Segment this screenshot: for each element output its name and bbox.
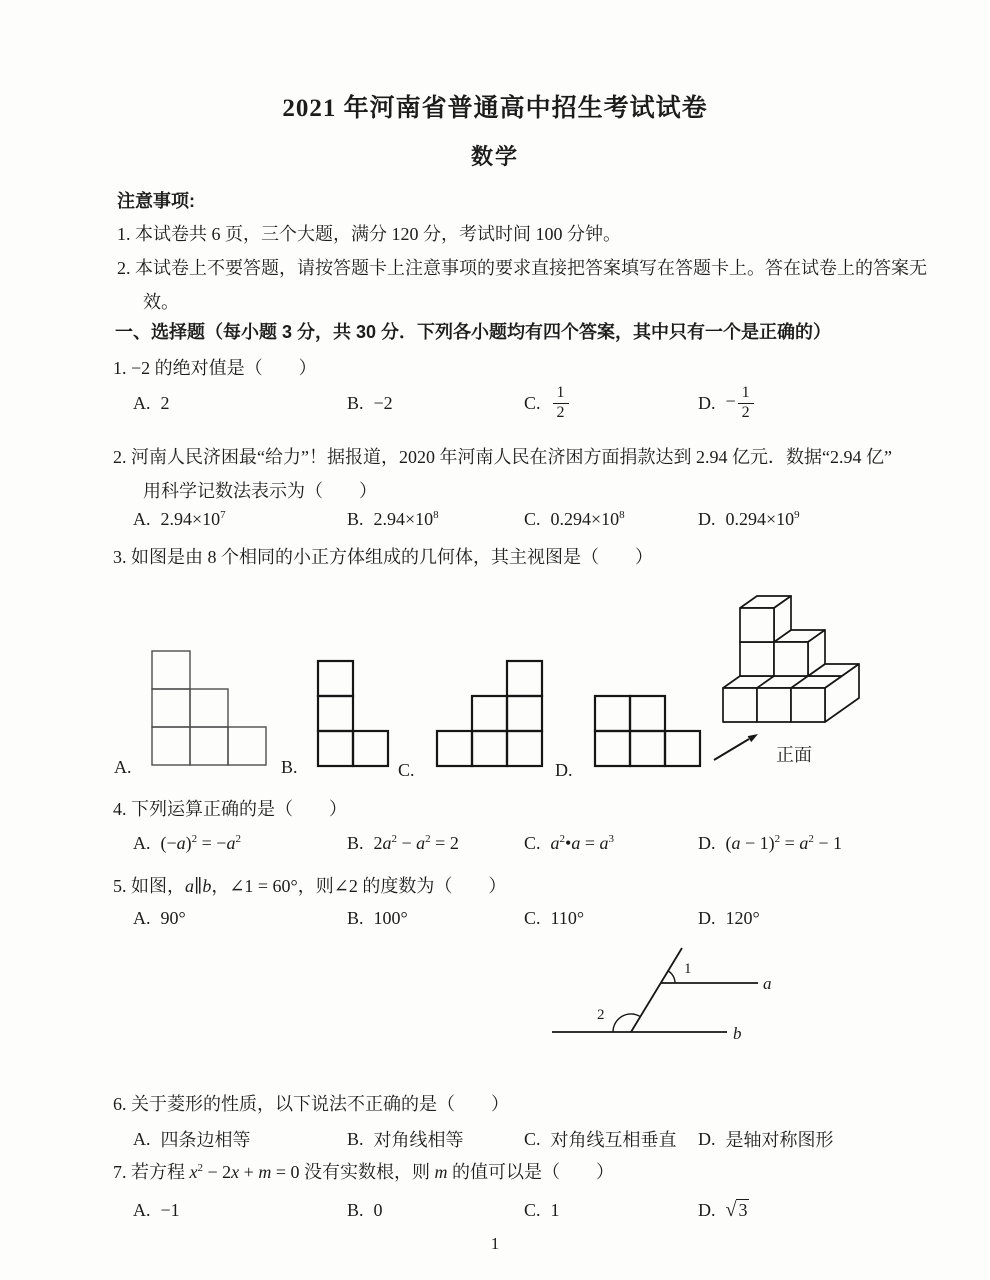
option-label: C.	[524, 392, 541, 413]
option-value: 2	[160, 392, 170, 413]
q3-figure-letter-a: A.	[114, 757, 132, 777]
option-label: D.	[698, 907, 716, 928]
option-value: 0	[373, 1199, 383, 1220]
option-label: C.	[524, 832, 541, 853]
line-a-label: a	[763, 974, 772, 993]
option-label: A.	[133, 392, 151, 413]
q3-option-a-figure	[151, 650, 268, 767]
q3-option-c-figure	[436, 660, 544, 768]
q2-option-b	[347, 496, 439, 542]
option-value: 1	[550, 1199, 560, 1220]
option-value: −2	[373, 392, 393, 413]
option-label: A.	[133, 832, 151, 853]
option-value: $2a^2 - a^2 = 2$	[373, 832, 459, 853]
option-value: 对角线相等	[373, 1130, 464, 1150]
q7-option-a	[133, 1187, 180, 1233]
q3-option-b-figure	[317, 660, 390, 768]
q2-stem-line1: 2. 河南人民济困最“给力”！据报道，2020 年河南人民在济困方面捐款达到 2.94 亿元．数据“2.94 亿”	[113, 447, 892, 467]
q6-option-b	[347, 1116, 464, 1162]
q6-option-d	[698, 1116, 834, 1162]
q1-option-c	[524, 380, 571, 426]
option-label: D.	[698, 508, 716, 529]
option-value: − $\frac{1}{2}$	[726, 384, 756, 422]
q6-option-c	[524, 1116, 677, 1162]
notice-item-1: 1. 本试卷共 6 页，三个大题，满分 120 分，考试时间 100 分钟。	[117, 224, 621, 244]
q4-option-c	[524, 820, 614, 866]
q4-option-b	[347, 820, 459, 866]
option-value: 90°	[160, 907, 186, 928]
q1-option-b	[347, 380, 393, 426]
q6-option-a	[133, 1116, 251, 1162]
front-arrow-icon	[714, 734, 758, 760]
option-label: D.	[698, 392, 716, 413]
q1-stem: 1. −2 的绝对值是（ ）	[113, 358, 317, 378]
option-label: B.	[347, 508, 364, 529]
option-value: $2.94\times 10^8$	[373, 508, 439, 529]
option-value: 是轴对称图形	[725, 1130, 834, 1150]
option-value: 对角线互相垂直	[550, 1130, 677, 1150]
option-label: B.	[347, 392, 364, 413]
q1-option-a	[133, 380, 170, 426]
q4-option-d	[698, 820, 842, 866]
notice-item-2-line1: 2. 本试卷上不要答题，请按答题卡上注意事项的要求直接把答案填写在答题卡上。答在试卷上的答案无	[117, 258, 927, 278]
q3-stem: 3. 如图是由 8 个相同的小正方体组成的几何体，其主视图是（ ）	[113, 547, 653, 567]
option-value: √ 3	[725, 1198, 748, 1221]
line-b-label: b	[733, 1024, 742, 1043]
q4-stem: 4. 下列运算正确的是（ ）	[113, 799, 347, 819]
option-value: 100°	[373, 907, 408, 928]
option-value: $0.294\times 10^8$	[550, 508, 625, 529]
option-label: C.	[524, 1199, 541, 1220]
q3-option-d-figure	[594, 695, 702, 768]
option-value: 110°	[550, 907, 585, 928]
option-label: A.	[133, 907, 151, 928]
q3-figure-letter-d: D.	[555, 760, 573, 780]
q2-option-c	[524, 496, 625, 542]
option-value: $(a - 1)^2 = a^2 - 1$	[725, 832, 842, 853]
notice-item-2-line2: 效。	[143, 292, 179, 312]
cube-stack	[723, 596, 859, 722]
transversal-line	[631, 948, 682, 1032]
option-label: A.	[133, 1128, 151, 1149]
option-value: −1	[160, 1199, 180, 1220]
option-label: B.	[347, 832, 364, 853]
option-value: 120°	[725, 907, 760, 928]
front-label: 正面	[776, 745, 812, 765]
q7-option-b	[347, 1187, 383, 1233]
subject-title: 数学	[470, 144, 519, 169]
q5-stem: 5. 如图，a∥b，∠1 = 60°，则∠2 的度数为（ ）	[113, 876, 507, 896]
angle1-arc	[668, 971, 675, 983]
q2-option-d	[698, 496, 800, 542]
section-1-heading: 一、选择题（每小题 3 分，共 30 分．下列各小题均有四个答案，其中只有一个是正确的）	[115, 322, 832, 342]
angle1-label: 1	[684, 961, 692, 977]
q7-option-c	[524, 1187, 560, 1233]
option-label: B.	[347, 907, 364, 928]
q3-figure-letter-b: B.	[281, 757, 298, 777]
q2-option-a	[133, 496, 226, 542]
q7-option-d	[698, 1187, 749, 1233]
q4-option-a	[133, 820, 241, 866]
option-label: D.	[698, 832, 716, 853]
option-label: B.	[347, 1199, 364, 1220]
option-value: $2.94\times 10^7$	[160, 508, 226, 529]
option-value: 四条边相等	[160, 1130, 251, 1150]
option-label: D.	[698, 1128, 716, 1149]
q3-figure-letter-c: C.	[398, 760, 415, 780]
q7-stem: 7. 若方程 $x^2 - 2x + m = 0$ 没有实数根，则 m 的值可以是（ ）	[113, 1162, 614, 1182]
angle2-label: 2	[597, 1007, 605, 1023]
option-label: A.	[133, 1199, 151, 1220]
q5-option-b	[347, 895, 408, 941]
option-value: $\frac{1}{2}$	[551, 384, 571, 422]
option-label: B.	[347, 1128, 364, 1149]
option-label: C.	[524, 1128, 541, 1149]
option-value: $a^2•a = a^3$	[550, 832, 614, 853]
option-value: $(-a)^2 = -a^2$	[160, 832, 241, 853]
option-label: C.	[524, 907, 541, 928]
q5-option-a	[133, 895, 186, 941]
option-label: D.	[698, 1199, 716, 1220]
page-number: 1	[490, 1234, 500, 1253]
q3-cube-figure	[710, 580, 915, 770]
notices-heading: 注意事项:	[117, 191, 195, 211]
page-title: 2021 年河南省普通高中招生考试试卷	[282, 95, 708, 122]
q2-stem-line2: 用科学记数法表示为（ ）	[143, 481, 377, 501]
option-label: A.	[133, 508, 151, 529]
q5-angle-figure	[545, 935, 855, 1055]
option-value: $0.294\times 10^9$	[725, 508, 800, 529]
q6-stem: 6. 关于菱形的性质，以下说法不正确的是（ ）	[113, 1094, 509, 1114]
option-label: C.	[524, 508, 541, 529]
q1-option-d	[698, 380, 756, 426]
